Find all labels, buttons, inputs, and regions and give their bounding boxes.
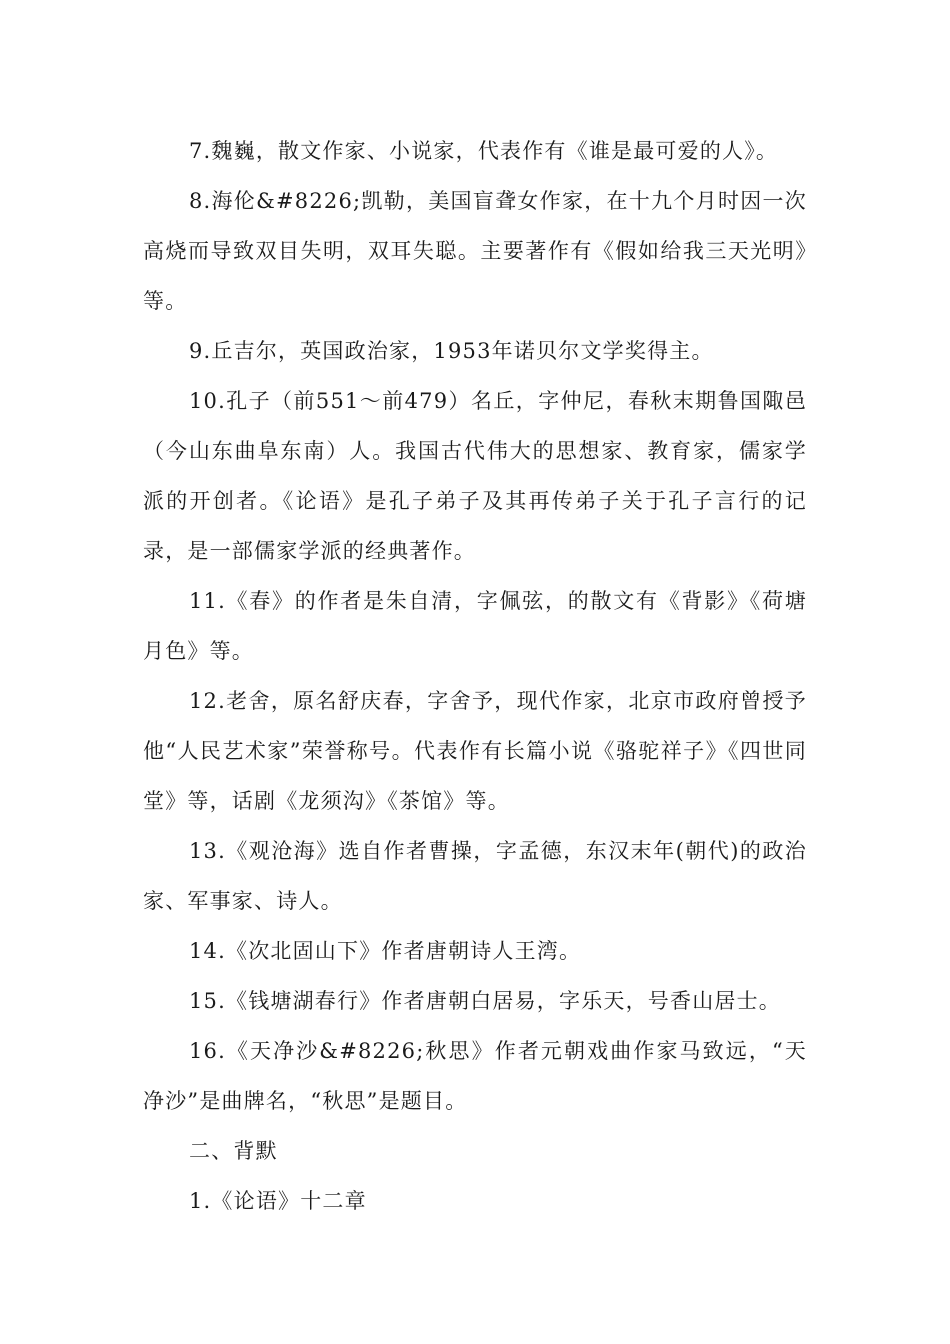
paragraph-item-10: 10.孔子（前551～前479）名丘，字仲尼，春秋末期鲁国陬邑（今山东曲阜东南）人。我国古代伟大的思想家、教育家，儒家学派的开创者。《论语》是孔子弟子及其再传弟子关于孔子言行的记录，是一部儒家学派的经典著作。: [143, 389, 807, 563]
paragraph-item-9: 9.丘吉尔，英国政治家，1953年诺贝尔文学奖得主。: [189, 339, 714, 363]
paragraph-item-12: 12.老舍，原名舒庆春，字舍予，现代作家，北京市政府曾授予他“人民艺术家”荣誉称号。代表作有长篇小说《骆驼祥子》《四世同堂》等，话剧《龙须沟》《茶馆》等。: [143, 689, 807, 813]
paragraph-item-16: 16.《天净沙&#8226;秋思》作者元朝戏曲作家马致远，“天净沙”是曲牌名，“秋思”是题目。: [143, 1039, 807, 1113]
paragraph-item-13: 13.《观沧海》选自作者曹操，字孟德，东汉末年(朝代)的政治家、军事家、诗人。: [143, 839, 807, 913]
paragraph-item-15: 15.《钱塘湖春行》作者唐朝白居易，字乐天，号香山居士。: [189, 989, 781, 1013]
section-heading: 二、背默: [189, 1139, 278, 1163]
document-body: [143, 126, 807, 1226]
subsection-heading: 1.《论语》十二章: [189, 1189, 367, 1213]
paragraph-item-11: 11.《春》的作者是朱自清，字佩弦，的散文有《背影》《荷塘月色》等。: [143, 589, 807, 663]
paragraph-item-7: 7.魏巍，散文作家、小说家，代表作有《谁是最可爱的人》。: [189, 139, 779, 163]
paragraph-item-8: 8.海伦&#8226;凯勒，美国盲聋女作家，在十九个月时因一次高烧而导致双目失明，双耳失聪。主要著作有《假如给我三天光明》等。: [143, 189, 807, 313]
paragraph-item-14: 14.《次北固山下》作者唐朝诗人王湾。: [189, 939, 582, 963]
